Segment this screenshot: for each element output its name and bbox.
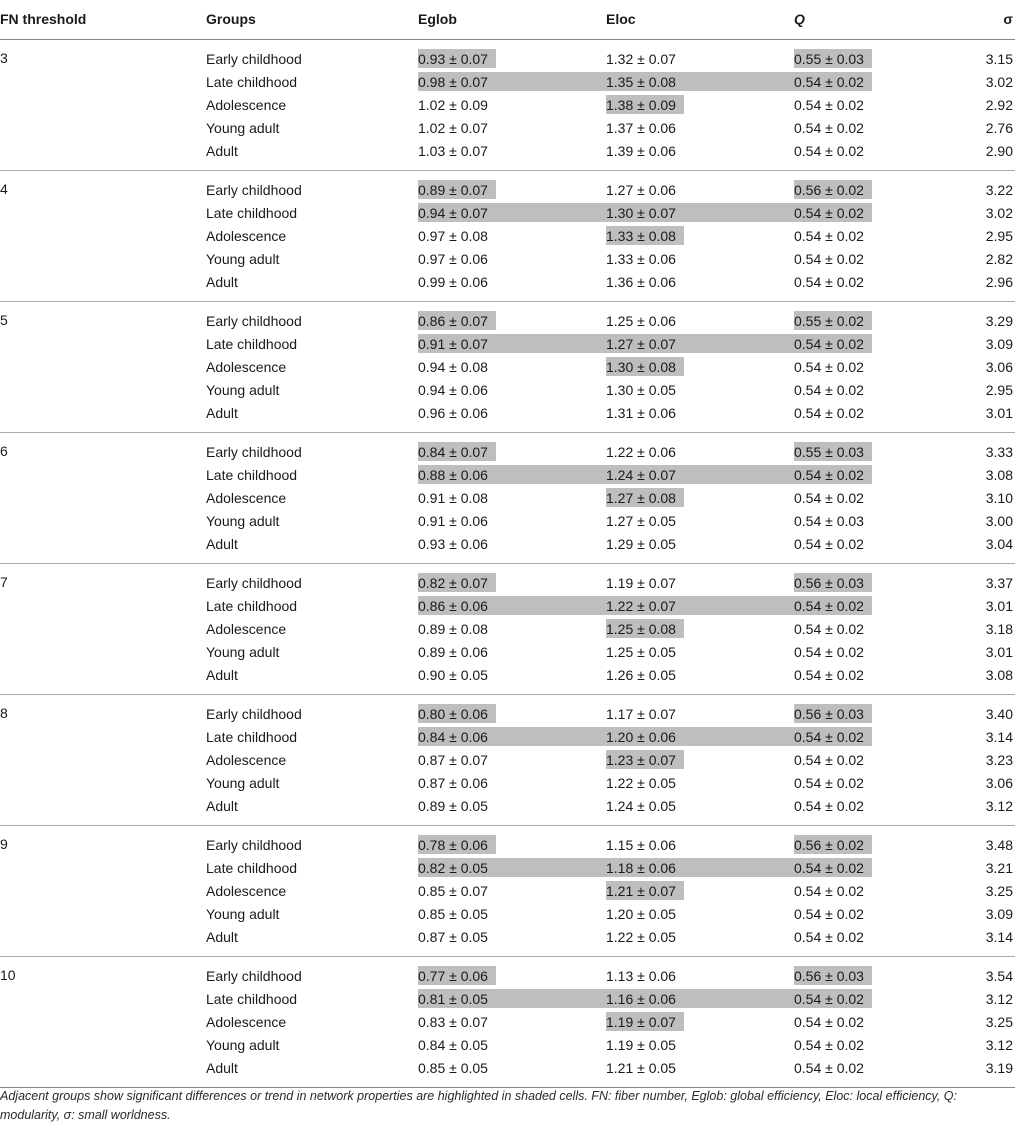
table-row — [0, 880, 1015, 902]
q-cell: 0.54 ± 0.02 — [794, 775, 864, 791]
header-q: Q — [794, 11, 805, 27]
group-cell: Young adult — [206, 513, 280, 529]
eloc-cell: 1.27 ± 0.07 — [606, 336, 676, 352]
table-row — [0, 1011, 1015, 1033]
eglob-cell: 0.86 ± 0.06 — [418, 598, 488, 614]
eglob-cell: 0.98 ± 0.07 — [418, 74, 488, 90]
fn-threshold-value: 4 — [0, 181, 8, 197]
table-row — [0, 533, 1015, 555]
table-row — [0, 664, 1015, 686]
table-row — [0, 94, 1015, 116]
group-cell: Adult — [206, 405, 238, 421]
eglob-cell: 0.80 ± 0.06 — [418, 706, 488, 722]
eloc-cell: 1.33 ± 0.06 — [606, 251, 676, 267]
eglob-cell: 0.91 ± 0.08 — [418, 490, 488, 506]
q-cell: 0.54 ± 0.02 — [794, 405, 864, 421]
eglob-cell: 0.89 ± 0.07 — [418, 182, 488, 198]
table-row — [0, 225, 1015, 247]
eloc-cell: 1.31 ± 0.06 — [606, 405, 676, 421]
eloc-cell: 1.23 ± 0.07 — [606, 752, 676, 768]
q-cell: 0.54 ± 0.02 — [794, 752, 864, 768]
q-cell: 0.54 ± 0.02 — [794, 382, 864, 398]
header-sigma: σ — [1003, 11, 1013, 27]
table-row — [0, 487, 1015, 509]
header-eloc: Eloc — [606, 11, 636, 27]
eglob-cell: 1.03 ± 0.07 — [418, 143, 488, 159]
sigma-cell: 3.09 — [985, 336, 1013, 352]
eloc-cell: 1.13 ± 0.06 — [606, 968, 676, 984]
threshold-block — [0, 171, 1015, 302]
group-cell: Early childhood — [206, 837, 302, 853]
q-cell: 0.54 ± 0.02 — [794, 205, 864, 221]
fn-threshold-value: 6 — [0, 443, 8, 459]
eloc-cell: 1.20 ± 0.05 — [606, 906, 676, 922]
q-cell: 0.54 ± 0.02 — [794, 667, 864, 683]
eglob-cell: 0.87 ± 0.06 — [418, 775, 488, 791]
group-cell: Adolescence — [206, 752, 287, 768]
eglob-cell: 1.02 ± 0.09 — [418, 97, 488, 113]
sigma-cell: 3.01 — [985, 405, 1013, 421]
group-cell: Late childhood — [206, 205, 298, 221]
eloc-cell: 1.24 ± 0.07 — [606, 467, 676, 483]
sigma-cell: 3.19 — [985, 1060, 1013, 1076]
sigma-cell: 2.76 — [985, 120, 1013, 136]
sigma-cell: 3.33 — [985, 444, 1013, 460]
q-cell: 0.54 ± 0.02 — [794, 120, 864, 136]
sigma-cell: 2.96 — [985, 274, 1013, 290]
eglob-cell: 0.93 ± 0.07 — [418, 51, 488, 67]
sigma-cell: 3.22 — [985, 182, 1013, 198]
eloc-cell: 1.27 ± 0.06 — [606, 182, 676, 198]
table-row — [0, 618, 1015, 640]
eglob-cell: 0.86 ± 0.07 — [418, 313, 488, 329]
q-cell: 0.54 ± 0.02 — [794, 991, 864, 1007]
q-cell: 0.56 ± 0.02 — [794, 837, 864, 853]
eloc-cell: 1.22 ± 0.05 — [606, 775, 676, 791]
table-row — [0, 926, 1015, 948]
sigma-cell: 2.90 — [985, 143, 1013, 159]
eloc-cell: 1.15 ± 0.06 — [606, 837, 676, 853]
table-row — [0, 834, 1015, 856]
q-cell: 0.54 ± 0.02 — [794, 598, 864, 614]
table-row — [0, 48, 1015, 70]
table-row — [0, 271, 1015, 293]
fn-threshold-value: 7 — [0, 574, 8, 590]
eglob-cell: 0.90 ± 0.05 — [418, 667, 488, 683]
sigma-cell: 3.37 — [985, 575, 1013, 591]
sigma-cell: 3.06 — [985, 359, 1013, 375]
group-cell: Adolescence — [206, 883, 287, 899]
group-cell: Young adult — [206, 906, 280, 922]
table-row — [0, 572, 1015, 594]
eglob-cell: 0.83 ± 0.07 — [418, 1014, 488, 1030]
group-cell: Late childhood — [206, 74, 298, 90]
q-cell: 0.54 ± 0.02 — [794, 906, 864, 922]
q-cell: 0.54 ± 0.02 — [794, 798, 864, 814]
q-cell: 0.54 ± 0.02 — [794, 359, 864, 375]
table-row — [0, 1057, 1015, 1079]
sigma-cell: 3.08 — [985, 667, 1013, 683]
q-cell: 0.54 ± 0.03 — [794, 513, 864, 529]
table-row — [0, 71, 1015, 93]
group-cell: Young adult — [206, 1037, 280, 1053]
eglob-cell: 0.97 ± 0.06 — [418, 251, 488, 267]
sigma-cell: 3.02 — [985, 205, 1013, 221]
sigma-cell: 3.06 — [985, 775, 1013, 791]
eglob-cell: 0.82 ± 0.07 — [418, 575, 488, 591]
eglob-cell: 0.97 ± 0.08 — [418, 228, 488, 244]
group-cell: Young adult — [206, 644, 280, 660]
group-cell: Early childhood — [206, 51, 302, 67]
sigma-cell: 3.14 — [985, 929, 1013, 945]
group-cell: Adult — [206, 798, 238, 814]
eloc-cell: 1.16 ± 0.06 — [606, 991, 676, 1007]
eloc-cell: 1.24 ± 0.05 — [606, 798, 676, 814]
table-body — [0, 40, 1015, 1088]
table-row — [0, 441, 1015, 463]
eloc-cell: 1.21 ± 0.05 — [606, 1060, 676, 1076]
group-cell: Late childhood — [206, 860, 298, 876]
eloc-cell: 1.17 ± 0.07 — [606, 706, 676, 722]
header-fn-threshold: FN threshold — [0, 11, 87, 27]
eglob-cell: 0.88 ± 0.06 — [418, 467, 488, 483]
group-cell: Early childhood — [206, 444, 302, 460]
table-row — [0, 772, 1015, 794]
eloc-cell: 1.18 ± 0.06 — [606, 860, 676, 876]
eglob-cell: 0.96 ± 0.06 — [418, 405, 488, 421]
q-cell: 0.54 ± 0.02 — [794, 883, 864, 899]
group-cell: Early childhood — [206, 968, 302, 984]
group-cell: Early childhood — [206, 706, 302, 722]
table-row — [0, 1034, 1015, 1056]
q-cell: 0.54 ± 0.02 — [794, 536, 864, 552]
sigma-cell: 3.15 — [985, 51, 1013, 67]
table-row — [0, 117, 1015, 139]
q-cell: 0.54 ± 0.02 — [794, 929, 864, 945]
eglob-cell: 0.99 ± 0.06 — [418, 274, 488, 290]
group-cell: Adolescence — [206, 621, 287, 637]
threshold-block — [0, 957, 1015, 1088]
eloc-cell: 1.27 ± 0.08 — [606, 490, 676, 506]
eloc-cell: 1.39 ± 0.06 — [606, 143, 676, 159]
eloc-cell: 1.30 ± 0.05 — [606, 382, 676, 398]
q-cell: 0.54 ± 0.02 — [794, 621, 864, 637]
sigma-cell: 3.04 — [985, 536, 1013, 552]
fn-threshold-value: 10 — [0, 967, 16, 983]
eglob-cell: 0.85 ± 0.07 — [418, 883, 488, 899]
q-cell: 0.54 ± 0.02 — [794, 490, 864, 506]
eloc-cell: 1.30 ± 0.07 — [606, 205, 676, 221]
eglob-cell: 0.94 ± 0.07 — [418, 205, 488, 221]
threshold-block — [0, 695, 1015, 826]
eloc-cell: 1.37 ± 0.06 — [606, 120, 676, 136]
eglob-cell: 0.85 ± 0.05 — [418, 906, 488, 922]
eloc-cell: 1.33 ± 0.08 — [606, 228, 676, 244]
q-cell: 0.56 ± 0.03 — [794, 575, 864, 591]
table-row — [0, 641, 1015, 663]
header-eglob: Eglob — [418, 11, 457, 27]
q-cell: 0.54 ± 0.02 — [794, 251, 864, 267]
group-cell: Young adult — [206, 382, 280, 398]
group-cell: Adult — [206, 536, 238, 552]
eloc-cell: 1.26 ± 0.05 — [606, 667, 676, 683]
q-cell: 0.55 ± 0.03 — [794, 51, 864, 67]
table-row — [0, 310, 1015, 332]
group-cell: Young adult — [206, 120, 280, 136]
group-cell: Late childhood — [206, 729, 298, 745]
group-cell: Early childhood — [206, 575, 302, 591]
q-cell: 0.54 ± 0.02 — [794, 336, 864, 352]
sigma-cell: 3.01 — [985, 644, 1013, 660]
eglob-cell: 0.78 ± 0.06 — [418, 837, 488, 853]
table-row — [0, 595, 1015, 617]
sigma-cell: 3.00 — [985, 513, 1013, 529]
table-row — [0, 795, 1015, 817]
sigma-cell: 3.09 — [985, 906, 1013, 922]
eglob-cell: 0.94 ± 0.06 — [418, 382, 488, 398]
group-cell: Adult — [206, 143, 238, 159]
fn-threshold-value: 5 — [0, 312, 8, 328]
table-row — [0, 356, 1015, 378]
q-cell: 0.54 ± 0.02 — [794, 860, 864, 876]
group-cell: Adolescence — [206, 1014, 287, 1030]
eglob-cell: 0.89 ± 0.06 — [418, 644, 488, 660]
eloc-cell: 1.32 ± 0.07 — [606, 51, 676, 67]
eloc-cell: 1.22 ± 0.06 — [606, 444, 676, 460]
group-cell: Young adult — [206, 251, 280, 267]
sigma-cell: 3.18 — [985, 621, 1013, 637]
eloc-cell: 1.35 ± 0.08 — [606, 74, 676, 90]
table-row — [0, 510, 1015, 532]
group-cell: Adolescence — [206, 97, 287, 113]
table-row — [0, 379, 1015, 401]
eglob-cell: 0.81 ± 0.05 — [418, 991, 488, 1007]
table-row — [0, 903, 1015, 925]
eloc-cell: 1.29 ± 0.05 — [606, 536, 676, 552]
eglob-cell: 0.91 ± 0.07 — [418, 336, 488, 352]
eglob-cell: 0.91 ± 0.06 — [418, 513, 488, 529]
q-cell: 0.55 ± 0.03 — [794, 444, 864, 460]
eloc-cell: 1.19 ± 0.07 — [606, 575, 676, 591]
sigma-cell: 2.95 — [985, 382, 1013, 398]
q-cell: 0.56 ± 0.02 — [794, 182, 864, 198]
sigma-cell: 3.23 — [985, 752, 1013, 768]
eglob-cell: 0.87 ± 0.05 — [418, 929, 488, 945]
header-groups: Groups — [206, 11, 256, 27]
table-row — [0, 464, 1015, 486]
eloc-cell: 1.19 ± 0.05 — [606, 1037, 676, 1053]
group-cell: Adult — [206, 929, 238, 945]
table-footnote: Adjacent groups show significant differences or trend in network properties are highlighted in shaded cells. FN: fiber number, Eglob: global efficiency, Eloc: local efficiency, Q: modularity, σ: small worldness. — [0, 1089, 957, 1122]
eloc-cell: 1.21 ± 0.07 — [606, 883, 676, 899]
fn-threshold-value: 9 — [0, 836, 8, 852]
eglob-cell: 0.94 ± 0.08 — [418, 359, 488, 375]
group-cell: Late childhood — [206, 467, 298, 483]
sigma-cell: 3.48 — [985, 837, 1013, 853]
eloc-cell: 1.27 ± 0.05 — [606, 513, 676, 529]
eglob-cell: 0.89 ± 0.08 — [418, 621, 488, 637]
fn-threshold-value: 3 — [0, 50, 8, 66]
group-cell: Adolescence — [206, 490, 287, 506]
sigma-cell: 2.92 — [985, 97, 1013, 113]
sigma-cell: 3.02 — [985, 74, 1013, 90]
q-cell: 0.54 ± 0.02 — [794, 1014, 864, 1030]
table-row — [0, 248, 1015, 270]
sigma-cell: 3.29 — [985, 313, 1013, 329]
group-cell: Adolescence — [206, 359, 287, 375]
group-cell: Adolescence — [206, 228, 287, 244]
sigma-cell: 3.01 — [985, 598, 1013, 614]
eglob-cell: 0.77 ± 0.06 — [418, 968, 488, 984]
sigma-cell: 3.25 — [985, 1014, 1013, 1030]
table-row — [0, 703, 1015, 725]
threshold-block — [0, 564, 1015, 695]
threshold-block — [0, 302, 1015, 433]
eglob-cell: 0.82 ± 0.05 — [418, 860, 488, 876]
eloc-cell: 1.25 ± 0.08 — [606, 621, 676, 637]
sigma-cell: 3.40 — [985, 706, 1013, 722]
threshold-block — [0, 433, 1015, 564]
eloc-cell: 1.38 ± 0.09 — [606, 97, 676, 113]
eloc-cell: 1.22 ± 0.07 — [606, 598, 676, 614]
sigma-cell: 3.08 — [985, 467, 1013, 483]
threshold-block — [0, 40, 1015, 171]
q-cell: 0.54 ± 0.02 — [794, 97, 864, 113]
fn-threshold-value: 8 — [0, 705, 8, 721]
table-row — [0, 988, 1015, 1010]
group-cell: Adult — [206, 1060, 238, 1076]
q-cell: 0.54 ± 0.02 — [794, 644, 864, 660]
q-cell: 0.54 ± 0.02 — [794, 143, 864, 159]
group-cell: Adult — [206, 667, 238, 683]
eglob-cell: 0.89 ± 0.05 — [418, 798, 488, 814]
table-row — [0, 749, 1015, 771]
sigma-cell: 3.12 — [985, 1037, 1013, 1053]
eglob-cell: 0.87 ± 0.07 — [418, 752, 488, 768]
group-cell: Early childhood — [206, 182, 302, 198]
table-row — [0, 402, 1015, 424]
table-row — [0, 140, 1015, 162]
group-cell: Late childhood — [206, 991, 298, 1007]
threshold-block — [0, 826, 1015, 957]
eloc-cell: 1.19 ± 0.07 — [606, 1014, 676, 1030]
eloc-cell: 1.25 ± 0.05 — [606, 644, 676, 660]
group-cell: Adult — [206, 274, 238, 290]
sigma-cell: 2.95 — [985, 228, 1013, 244]
sigma-cell: 3.10 — [985, 490, 1013, 506]
sigma-cell: 3.54 — [985, 968, 1013, 984]
q-cell: 0.54 ± 0.02 — [794, 74, 864, 90]
q-cell: 0.55 ± 0.02 — [794, 313, 864, 329]
eglob-cell: 0.84 ± 0.07 — [418, 444, 488, 460]
table-row — [0, 333, 1015, 355]
q-cell: 0.54 ± 0.02 — [794, 274, 864, 290]
q-cell: 0.54 ± 0.02 — [794, 1037, 864, 1053]
sigma-cell: 3.12 — [985, 991, 1013, 1007]
eloc-cell: 1.36 ± 0.06 — [606, 274, 676, 290]
eglob-cell: 0.85 ± 0.05 — [418, 1060, 488, 1076]
eloc-cell: 1.22 ± 0.05 — [606, 929, 676, 945]
table-row — [0, 202, 1015, 224]
q-cell: 0.56 ± 0.03 — [794, 968, 864, 984]
sigma-cell: 2.82 — [985, 251, 1013, 267]
group-cell: Early childhood — [206, 313, 302, 329]
q-cell: 0.54 ± 0.02 — [794, 729, 864, 745]
eloc-cell: 1.30 ± 0.08 — [606, 359, 676, 375]
sigma-cell: 3.12 — [985, 798, 1013, 814]
table-row — [0, 857, 1015, 879]
q-cell: 0.54 ± 0.02 — [794, 228, 864, 244]
group-cell: Late childhood — [206, 598, 298, 614]
eglob-cell: 0.93 ± 0.06 — [418, 536, 488, 552]
sigma-cell: 3.21 — [985, 860, 1013, 876]
eloc-cell: 1.25 ± 0.06 — [606, 313, 676, 329]
q-cell: 0.54 ± 0.02 — [794, 467, 864, 483]
table-row — [0, 965, 1015, 987]
table-header — [0, 0, 1015, 40]
eloc-cell: 1.20 ± 0.06 — [606, 729, 676, 745]
eglob-cell: 0.84 ± 0.06 — [418, 729, 488, 745]
q-cell: 0.54 ± 0.02 — [794, 1060, 864, 1076]
group-cell: Late childhood — [206, 336, 298, 352]
table-row — [0, 179, 1015, 201]
eglob-cell: 1.02 ± 0.07 — [418, 120, 488, 136]
q-cell: 0.56 ± 0.03 — [794, 706, 864, 722]
table-row — [0, 726, 1015, 748]
sigma-cell: 3.25 — [985, 883, 1013, 899]
eglob-cell: 0.84 ± 0.05 — [418, 1037, 488, 1053]
sigma-cell: 3.14 — [985, 729, 1013, 745]
group-cell: Young adult — [206, 775, 280, 791]
